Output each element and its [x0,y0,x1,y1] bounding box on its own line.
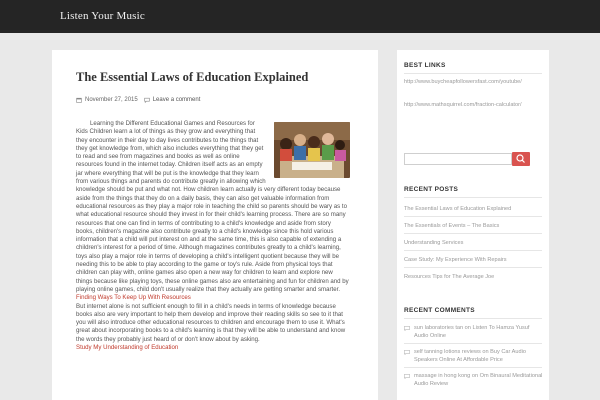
post-link-education[interactable]: Study My Understanding of Education [76,344,179,352]
post-image [274,122,350,178]
recent-post-link[interactable]: The Essentials of Events – The Basics [404,223,500,229]
widget-divider [404,216,542,217]
best-link[interactable]: http://www.buycheapfollowersfast.com/youtube/ [404,79,522,85]
recent-comment-text[interactable]: massage in hong kong on Om Binaural Meditational Audio Review [414,373,543,387]
search-icon [512,152,530,166]
site-header [0,0,600,33]
post-meta [76,97,200,103]
recent-posts-title: RECENT POSTS [404,186,459,193]
search-input[interactable] [404,153,512,165]
recent-post-link[interactable]: Resources Tips for The Average Joe [404,274,495,280]
comment-icon [404,374,410,379]
recent-post-link[interactable]: Case Study: My Experience With Repairs [404,257,507,263]
recent-post-link[interactable]: The Essential Laws of Education Explained [404,206,512,212]
post-body [76,120,350,352]
post-title[interactable]: The Essential Laws of Education Explained [76,70,309,84]
recent-comments-title: RECENT COMMENTS [404,307,475,314]
recent-comment[interactable] [404,348,544,364]
widget-divider [404,267,542,268]
post-paragraph: But internet alone is not sufficient enough to fill in a child's needs in terms of knowledge because books also are very important to help them develop and improve their reading skills so see to it that you will also introduce other educational resources to children and encourage them to use it. What's great about incorporating books to a child's learning is that they will be able to understand and know the words they probably just heard of or don't know about by asking. [76,302,346,343]
widget-divider [404,250,542,251]
post-date[interactable]: November 27, 2015 [85,97,138,103]
comment-icon [144,97,150,103]
calendar-icon [76,97,82,103]
post-link-resources[interactable]: Finding Ways To Keep Up With Resources [76,294,191,302]
comment-icon [404,350,410,355]
best-links-title: BEST LINKS [404,62,446,69]
widget-divider [404,318,542,319]
widget-divider [404,343,542,344]
best-link[interactable]: http://www.mathsquirrel.com/fraction-calculator/ [404,102,522,108]
recent-comment-text[interactable]: self tanning lotions reviews on Buy Car Audio Speakers Online At Affordable Price [414,349,526,363]
recent-comment-text[interactable]: sun laboratories tan on Listen To Hamza Yusuf Audio Online [414,325,530,339]
comment-icon [404,326,410,331]
widget-divider [404,197,542,198]
recent-post-link[interactable]: Understanding Services [404,240,464,246]
post-paragraph: Learning the Different Educational Games and Resources for Kids Children learn a lot of things as they grow and everything that they encounter in their day to day lives contributes to the things that they get knowledge from, which also includes everything that they get to read and see from magazines and books as well as online resources found in the internet today. Children itself acts as an empty jar where everything that will be put is the knowledge that they learn from various things and parents do contribute greatly in allowing which knowledge should be put and what not. How children learn actually is very different today because aside from the things that they do on a daily basis, they can also get valuable information from educational resources as they play a major role in teaching the child so parents should be wary as to what educational resource should they invest in for their child's learning process. There are so many resources that one can find in terms of contributing to a child's knowledge and aside from story books, children's magazine also contribute greatly to a child's knowledge since this hold various information that a child will put interest on and at the same time, this is also capable of extending a children's interest for a period of time. Although magazines contributes greatly to a child's learning, toys also play a major role in terms of developing a child's intelligent quotient because they will be needing this to be able to play according to the game or toy's rule. Aside from physical toys that children can play with, online games also open a new way for children to learn and explore new things because like playing toys, these online games also are entertaining and fun for children and by playing online games, child don't usually realize that they actually are getting smarter and smarter. [76,120,349,293]
widget-divider [404,367,542,368]
recent-comment[interactable] [404,324,544,340]
site-title[interactable]: Listen Your Music [60,10,145,22]
leave-comment-link[interactable]: Leave a comment [152,97,201,103]
recent-comment[interactable] [404,372,544,388]
widget-divider [404,73,542,74]
sidebar [397,50,549,400]
post-card [52,50,378,400]
widget-divider [404,233,542,234]
search-button[interactable] [512,152,530,166]
